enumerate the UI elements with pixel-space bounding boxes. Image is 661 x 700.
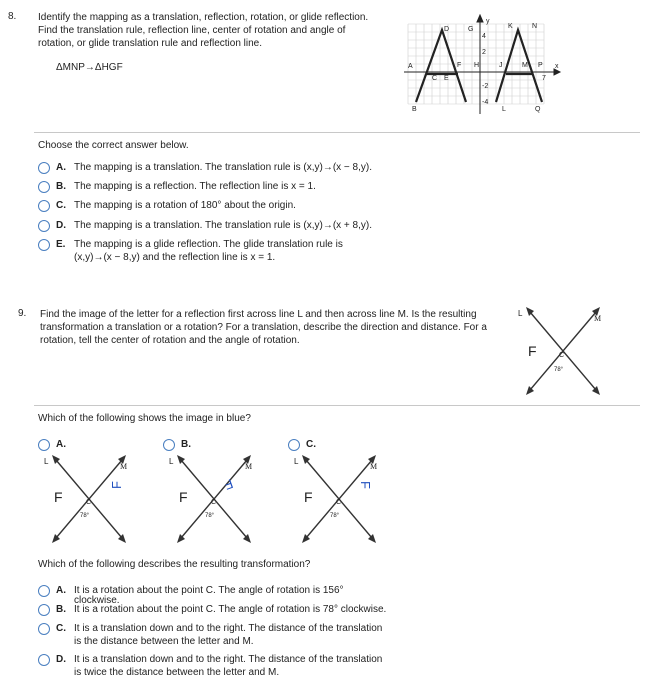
original-letter: F	[304, 489, 313, 505]
original-letter: F	[179, 489, 188, 505]
option-text-continued: (x,y)→(x − 8,y) and the reflection line is x = 1.	[74, 252, 276, 263]
point-label: N	[532, 23, 538, 30]
point-label: J	[499, 62, 503, 69]
option-text: It is a rotation about the point C. The angle of rotation is 78° clockwise.	[74, 604, 387, 615]
radio-button[interactable]	[38, 439, 50, 451]
radio-button[interactable]	[38, 239, 50, 251]
option-letter: E.	[56, 239, 66, 250]
angle-label: 78°	[554, 367, 564, 373]
radio-button[interactable]	[38, 604, 50, 616]
tick-label: -2	[482, 83, 489, 90]
option-text-continued: is the distance between the letter and M.	[74, 636, 254, 647]
point-label: E	[444, 75, 449, 82]
point-label: H	[474, 62, 480, 69]
option-letter: B.	[56, 181, 66, 192]
q9-option-d[interactable]	[38, 653, 382, 679]
svg-text:C: C	[86, 499, 92, 506]
q8-option-c[interactable]	[38, 199, 296, 212]
point-label: M	[522, 62, 528, 69]
tick-label: 7	[542, 75, 546, 82]
point-label: F	[457, 62, 462, 69]
q9-image-option-c[interactable]	[288, 438, 324, 451]
question-8-mapping: ΔMNP→ΔHGF	[56, 62, 123, 73]
line-m-label: M	[594, 314, 602, 323]
svg-text:C: C	[336, 499, 342, 506]
option-text-continued: clockwise.	[74, 595, 120, 606]
radio-button[interactable]	[38, 585, 50, 597]
radio-button[interactable]	[38, 220, 50, 232]
radio-button[interactable]	[38, 181, 50, 193]
q9-image-option-c-figure	[288, 452, 388, 544]
svg-text:M: M	[120, 462, 128, 471]
q9-image-option-a[interactable]	[38, 438, 74, 451]
option-text: The mapping is a translation. The translation rule is (x,y)→(x − 8,y).	[74, 162, 372, 173]
svg-text:C: C	[211, 499, 217, 506]
question-8-prompt: Choose the correct answer below.	[38, 140, 189, 151]
center-label: C	[559, 352, 565, 359]
question-9-prompt-2: Which of the following describes the resulting transformation?	[38, 559, 311, 570]
option-letter: B.	[56, 604, 66, 615]
option-letter: D.	[56, 654, 66, 665]
svg-text:M: M	[245, 462, 253, 471]
option-letter: A.	[56, 585, 66, 596]
option-text: The mapping is a rotation of 180° about the origin.	[74, 200, 296, 211]
x-axis-label: x	[555, 63, 559, 70]
option-letter: D.	[56, 220, 66, 231]
radio-button[interactable]	[38, 654, 50, 666]
blue-image-letter: F	[222, 476, 236, 493]
question-8-number: 8.	[8, 11, 17, 22]
point-label: L	[502, 106, 506, 113]
radio-button[interactable]	[38, 162, 50, 174]
q8-option-d[interactable]	[38, 219, 372, 232]
line-l-label: L	[518, 309, 523, 318]
q9-option-b[interactable]	[38, 603, 386, 616]
option-letter: A.	[56, 162, 66, 173]
point-label: C	[432, 75, 438, 82]
q8-option-e[interactable]	[38, 238, 343, 264]
q8-option-b[interactable]	[38, 180, 316, 193]
svg-text:L: L	[169, 457, 174, 466]
radio-button[interactable]	[163, 439, 175, 451]
point-label: A	[408, 63, 413, 70]
option-text: It is a rotation about the point C. The angle of rotation is 156°	[74, 585, 344, 596]
y-axis-label: y	[486, 18, 490, 25]
option-letter: A.	[56, 439, 66, 450]
svg-text:M: M	[370, 462, 378, 471]
letter-f: F	[528, 343, 537, 359]
point-label: P	[538, 62, 543, 69]
option-letter: B.	[181, 439, 191, 450]
blue-image-letter: F	[109, 481, 124, 489]
q9-image-option-b-figure	[163, 452, 263, 544]
question-8-text: Identify the mapping as a translation, reflection, rotation, or glide reflection. Find the translation rule, reflection line, center of rotation and angle of rotation, or glide translation rule and reflection line.	[38, 12, 369, 49]
point-label: G	[468, 26, 474, 33]
q8-option-a[interactable]	[38, 161, 372, 174]
svg-text:78°: 78°	[205, 513, 215, 519]
option-text: It is a translation down and to the right. The distance of the translation	[74, 623, 383, 634]
option-letter: C.	[56, 200, 66, 211]
point-label: B	[412, 106, 417, 113]
radio-button[interactable]	[38, 200, 50, 212]
svg-text:78°: 78°	[80, 513, 90, 519]
point-label: K	[508, 23, 513, 30]
blue-image-letter: F	[358, 481, 373, 489]
point-label: D	[444, 26, 450, 33]
point-label: Q	[535, 106, 541, 113]
option-text: It is a translation down and to the right. The distance of the translation	[74, 654, 383, 665]
question-9-prompt-1: Which of the following shows the image in blue?	[38, 413, 251, 424]
option-text: The mapping is a glide reflection. The glide translation rule is	[74, 239, 343, 250]
option-letter: C.	[56, 623, 66, 634]
option-text: The mapping is a translation. The translation rule is (x,y)→(x + 8,y).	[74, 220, 372, 231]
q8-coordinate-graph	[402, 14, 562, 118]
q9-figure	[512, 302, 612, 398]
radio-button[interactable]	[38, 623, 50, 635]
option-text-continued: is twice the distance between the letter and M.	[74, 667, 280, 678]
tick-label: 4	[482, 33, 486, 40]
svg-text:L: L	[294, 457, 299, 466]
option-text: The mapping is a reflection. The reflection line is x = 1.	[74, 181, 316, 192]
question-9-number: 9.	[18, 308, 27, 319]
q9-image-option-b[interactable]	[163, 438, 199, 451]
tick-label: -4	[482, 99, 489, 106]
q9-option-c[interactable]	[38, 622, 382, 648]
tick-label: 2	[482, 49, 486, 56]
option-letter: C.	[306, 439, 316, 450]
right-figure-outline	[496, 30, 542, 102]
divider	[34, 132, 640, 133]
svg-text:78°: 78°	[330, 513, 340, 519]
original-letter: F	[54, 489, 63, 505]
q9-image-option-a-figure	[38, 452, 138, 544]
svg-text:L: L	[44, 457, 49, 466]
divider	[34, 405, 640, 406]
question-9-text: Find the image of the letter for a reflection first across line L and then across line M. Is the resulting transformation a translation or a rotation? For a translation, describe the direction and distance. For a rotation, tell the center of rotation and the angle of rotation.	[40, 309, 487, 346]
radio-button[interactable]	[288, 439, 300, 451]
